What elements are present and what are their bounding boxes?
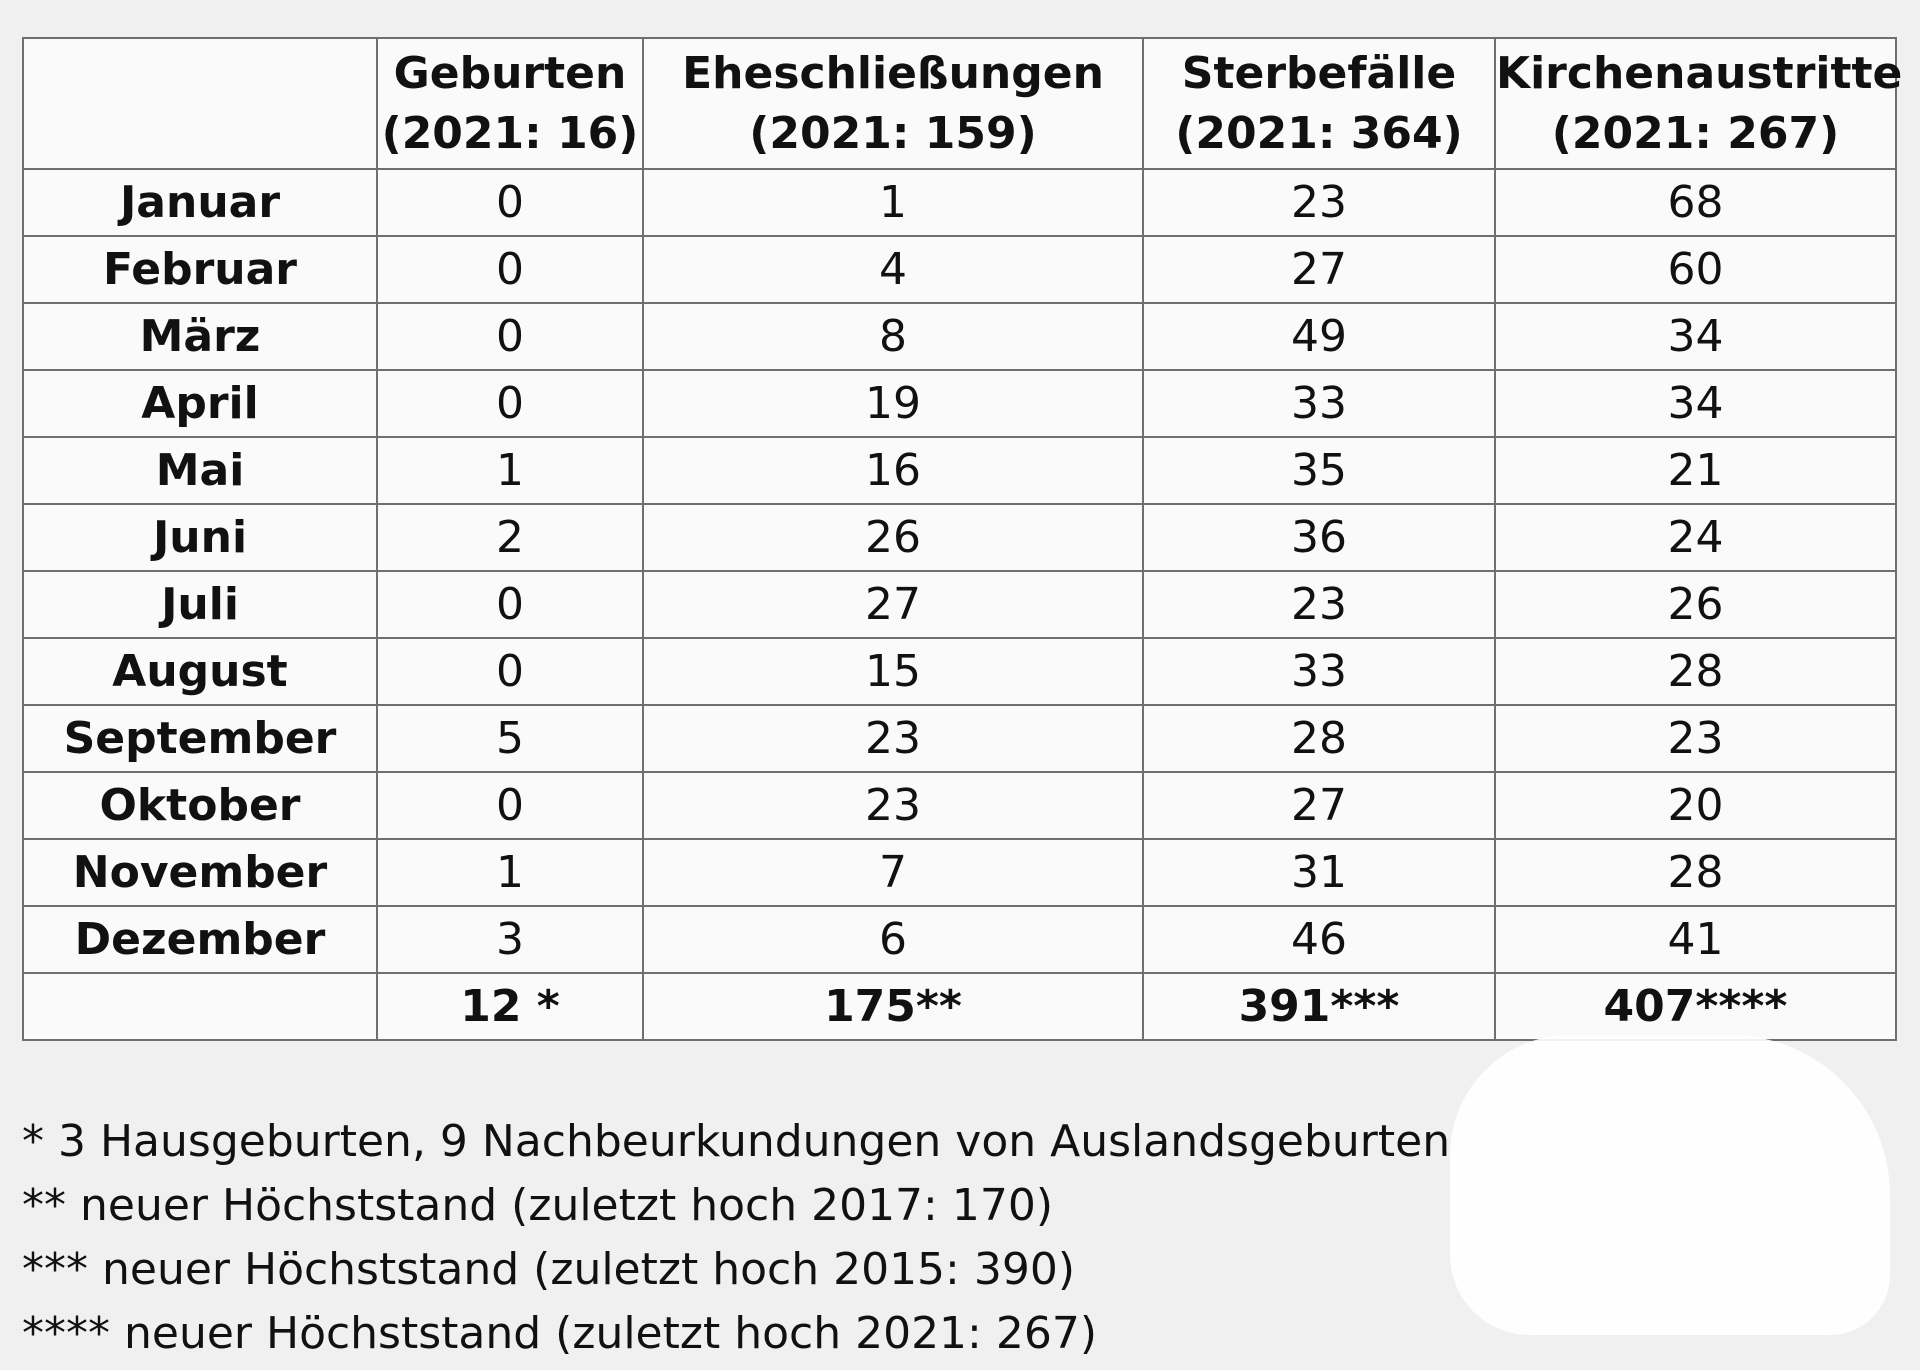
month-cell: Dezember	[23, 906, 377, 973]
value-cell: 28	[1495, 839, 1896, 906]
value-cell: 33	[1143, 370, 1495, 437]
month-cell: Juni	[23, 504, 377, 571]
value-cell: 5	[377, 705, 643, 772]
month-cell: Juli	[23, 571, 377, 638]
footnote-2: ** neuer Höchststand (zuletzt hoch 2017: 170)	[22, 1180, 1054, 1231]
value-cell: 28	[1143, 705, 1495, 772]
table-row	[23, 705, 1896, 772]
header-sterbefaelle-title: Sterbefälle	[1181, 47, 1457, 99]
table-row	[23, 303, 1896, 370]
table-row	[23, 772, 1896, 839]
value-cell: 20	[1495, 772, 1896, 839]
value-cell: 16	[643, 437, 1143, 504]
totals-label-cell	[23, 973, 377, 1040]
value-cell: 2	[377, 504, 643, 571]
value-cell: 36	[1143, 504, 1495, 571]
footnote-1: * 3 Hausgeburten, 9 Nachbeurkundungen von Auslandsgeburten	[22, 1116, 1451, 1167]
value-cell: 46	[1143, 906, 1495, 973]
value-cell: 23	[643, 705, 1143, 772]
table-row	[23, 638, 1896, 705]
value-cell: 27	[1143, 772, 1495, 839]
value-cell: 3	[377, 906, 643, 973]
value-cell: 8	[643, 303, 1143, 370]
value-cell: 33	[1143, 638, 1495, 705]
value-cell: 21	[1495, 437, 1896, 504]
month-cell: August	[23, 638, 377, 705]
table-row	[23, 571, 1896, 638]
value-cell: 35	[1143, 437, 1495, 504]
table-row	[23, 504, 1896, 571]
footnotes	[22, 1110, 1522, 1366]
value-cell: 26	[1495, 571, 1896, 638]
value-cell: 1	[643, 169, 1143, 236]
value-cell: 23	[1495, 705, 1896, 772]
value-cell: 23	[1143, 169, 1495, 236]
value-cell: 4	[643, 236, 1143, 303]
header-geburten-title: Geburten	[393, 47, 627, 99]
month-cell: Mai	[23, 437, 377, 504]
value-cell: 1	[377, 839, 643, 906]
totals-row	[23, 973, 1896, 1040]
total-kirchenaustritte: 407****	[1495, 973, 1896, 1040]
value-cell: 49	[1143, 303, 1495, 370]
value-cell: 31	[1143, 839, 1495, 906]
value-cell: 27	[1143, 236, 1495, 303]
header-kirchenaustritte	[1495, 38, 1903, 169]
value-cell: 0	[377, 571, 643, 638]
header-eheschliessungen	[643, 38, 1143, 169]
total-geburten: 12 *	[377, 973, 643, 1040]
month-cell: Februar	[23, 236, 377, 303]
month-cell: Januar	[23, 169, 377, 236]
table-row	[23, 236, 1896, 303]
header-kirchenaustritte-previous: (2021: 267)	[1551, 107, 1840, 159]
table-row	[23, 906, 1896, 973]
value-cell: 1	[377, 437, 643, 504]
value-cell: 7	[643, 839, 1143, 906]
month-cell: November	[23, 839, 377, 906]
header-month-column	[23, 38, 377, 169]
header-eheschliessungen-previous: (2021: 159)	[749, 107, 1037, 159]
value-cell: 0	[377, 772, 643, 839]
header-sterbefaelle-previous: (2021: 364)	[1175, 107, 1463, 159]
value-cell: 68	[1495, 169, 1896, 236]
month-cell: September	[23, 705, 377, 772]
footnote-4: **** neuer Höchststand (zuletzt hoch 2021: 267)	[22, 1308, 1098, 1359]
value-cell: 23	[1143, 571, 1495, 638]
month-cell: März	[23, 303, 377, 370]
footnote-3: *** neuer Höchststand (zuletzt hoch 2015: 390)	[22, 1244, 1076, 1295]
value-cell: 23	[643, 772, 1143, 839]
value-cell: 26	[643, 504, 1143, 571]
header-geburten	[377, 38, 643, 169]
value-cell: 27	[643, 571, 1143, 638]
value-cell: 0	[377, 303, 643, 370]
total-eheschliessungen: 175**	[643, 973, 1143, 1040]
value-cell: 60	[1495, 236, 1896, 303]
value-cell: 24	[1495, 504, 1896, 571]
value-cell: 34	[1495, 303, 1896, 370]
header-geburten-previous: (2021: 16)	[381, 107, 639, 159]
header-kirchenaustritte-title: Kirchenaustritte	[1496, 47, 1903, 99]
table-row	[23, 437, 1896, 504]
value-cell: 6	[643, 906, 1143, 973]
table-row	[23, 839, 1896, 906]
value-cell: 15	[643, 638, 1143, 705]
total-sterbefaelle: 391***	[1143, 973, 1495, 1040]
value-cell: 34	[1495, 370, 1896, 437]
header-row	[23, 38, 1896, 169]
header-sterbefaelle	[1143, 38, 1495, 169]
value-cell: 41	[1495, 906, 1896, 973]
value-cell: 0	[377, 236, 643, 303]
header-eheschliessungen-title: Eheschließungen	[682, 47, 1104, 99]
value-cell: 19	[643, 370, 1143, 437]
month-cell: Oktober	[23, 772, 377, 839]
month-cell: April	[23, 370, 377, 437]
value-cell: 0	[377, 370, 643, 437]
table-row	[23, 169, 1896, 236]
statistics-table	[22, 37, 1903, 1041]
value-cell: 0	[377, 169, 643, 236]
value-cell: 28	[1495, 638, 1896, 705]
table-row	[23, 370, 1896, 437]
value-cell: 0	[377, 638, 643, 705]
